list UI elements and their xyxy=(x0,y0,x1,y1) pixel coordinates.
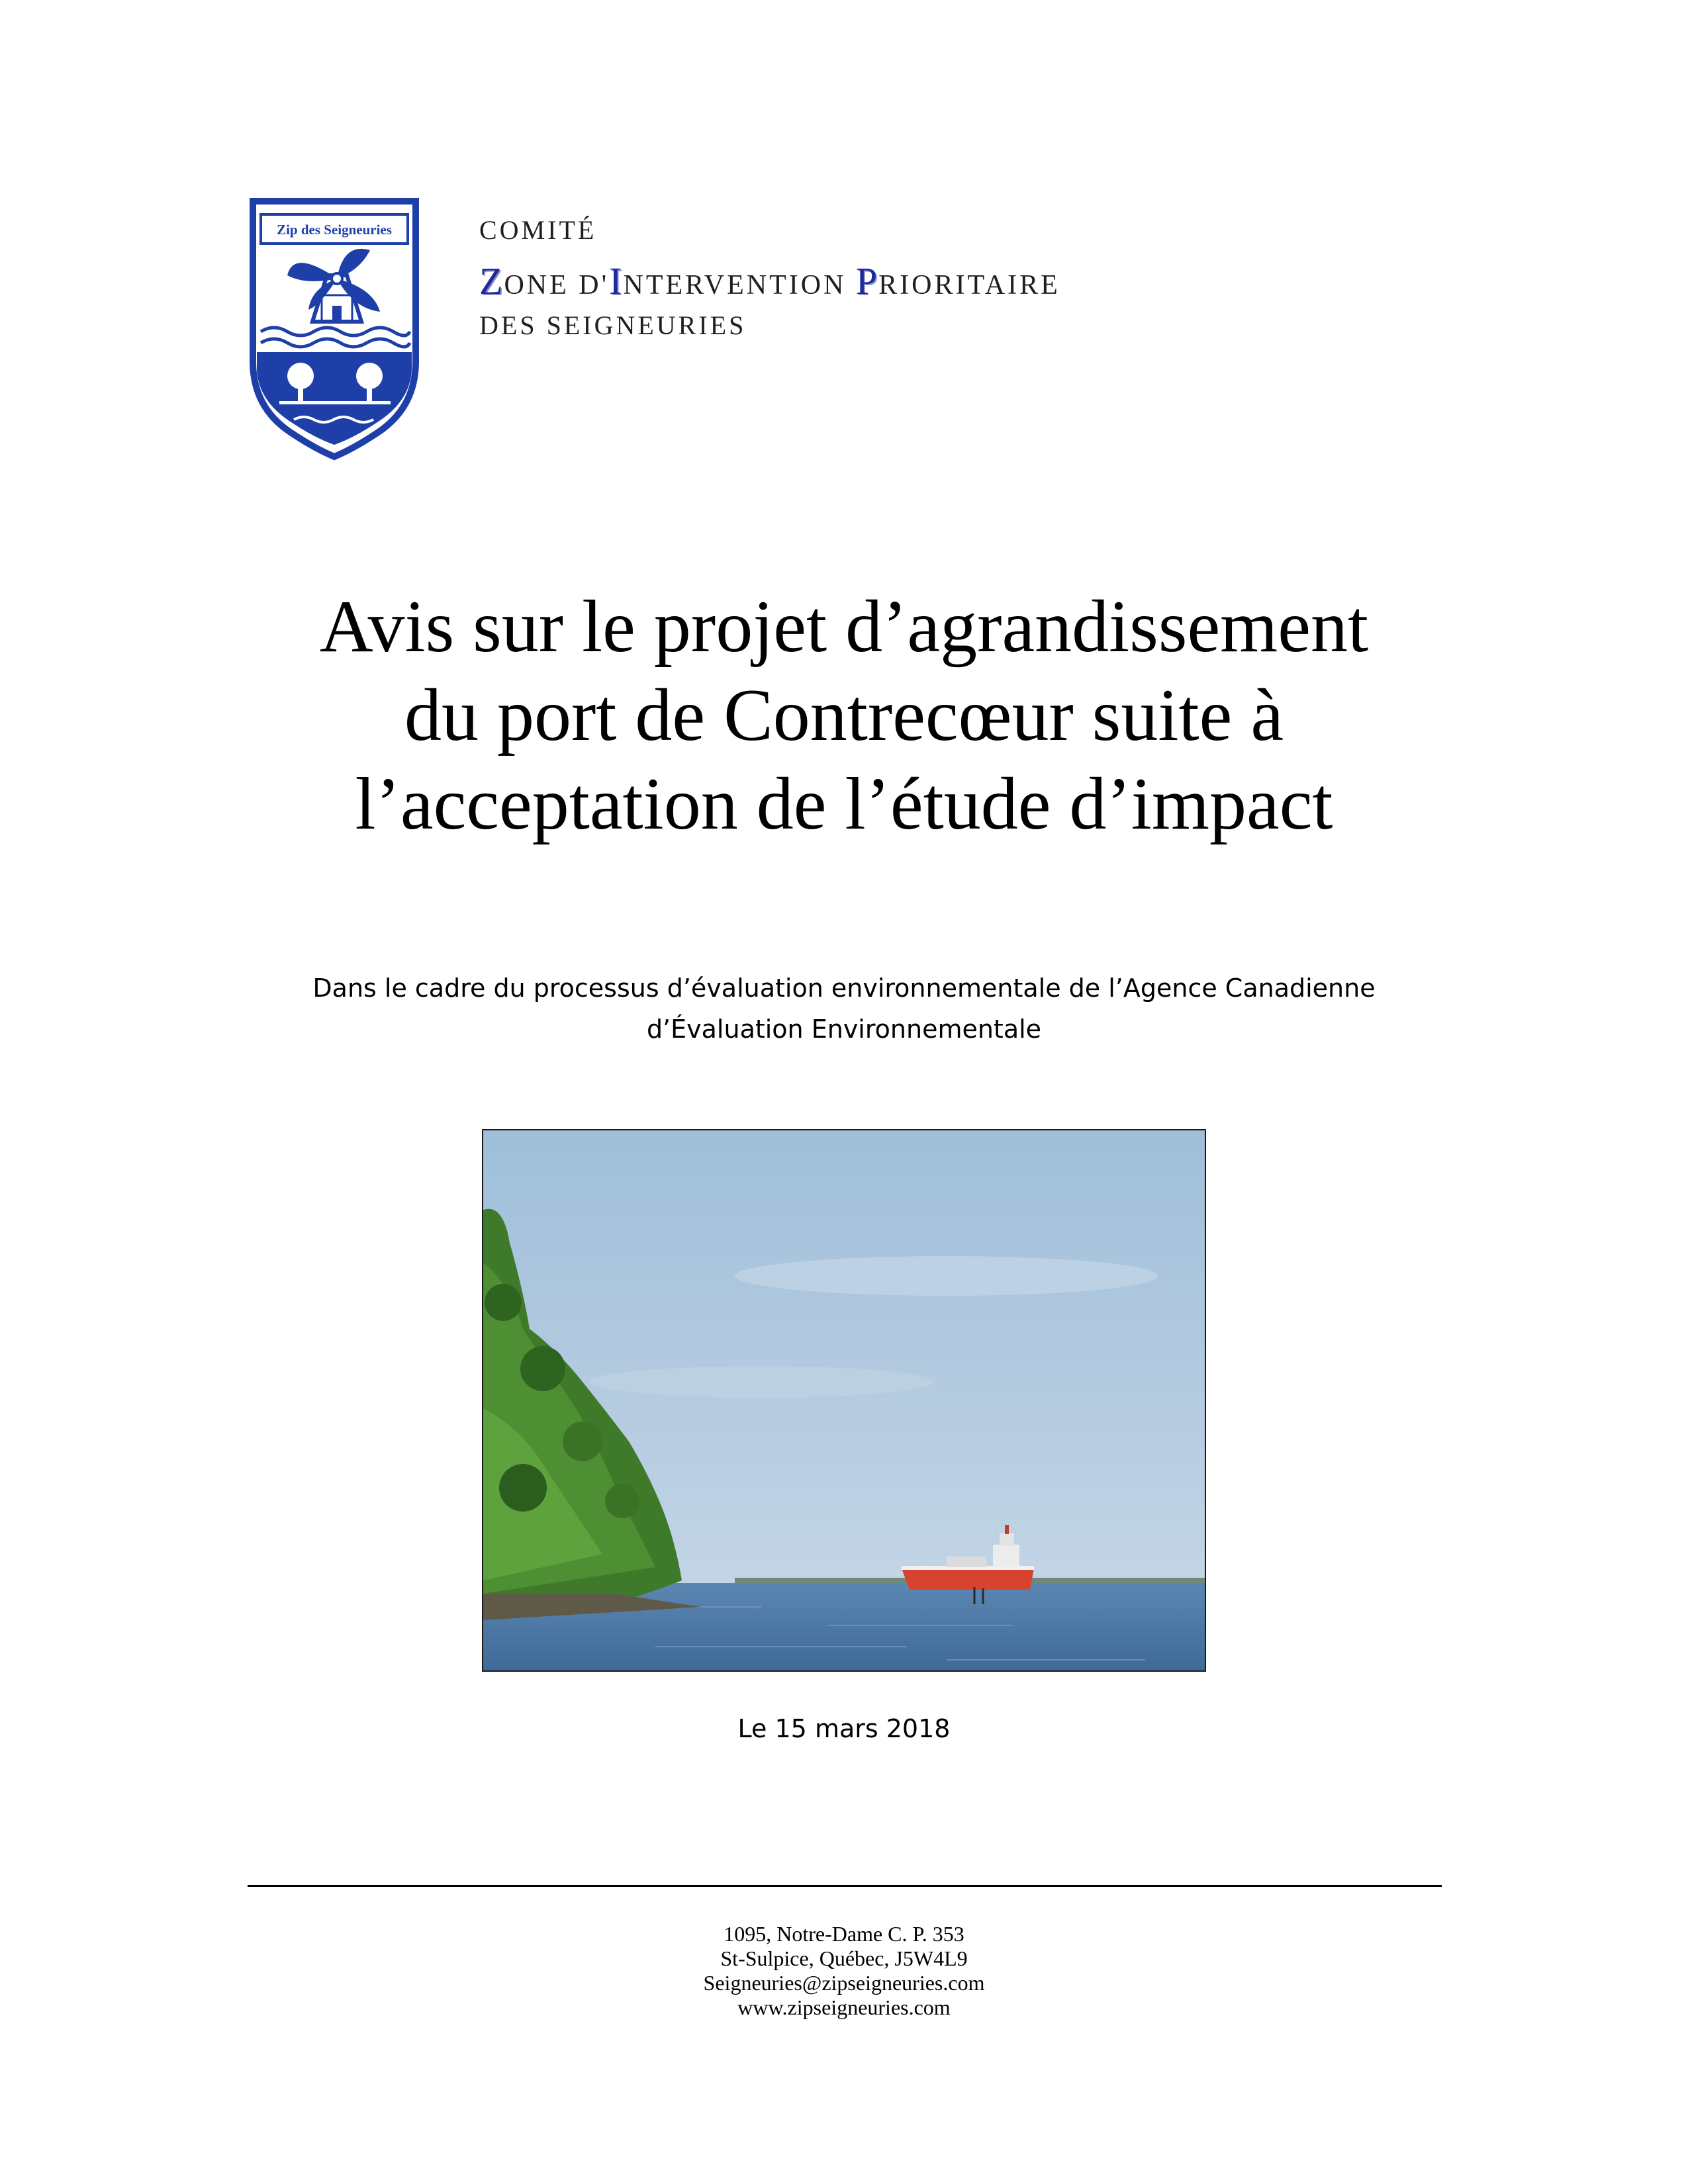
footer-email[interactable]: Seigneuries@zipseigneuries.com xyxy=(703,1971,985,1995)
subtitle-line-1: Dans le cadre du processus d’évaluation environnementale de l’Agence Canadienne xyxy=(312,974,1376,1003)
org-cap-p: P xyxy=(855,259,879,302)
title-line-3: l’acceptation de l’étude d’impact xyxy=(355,763,1333,845)
document-subtitle xyxy=(199,968,1489,1050)
title-line-1: Avis sur le projet d’agrandissement xyxy=(319,586,1369,668)
subtitle-line-2: d’Évaluation Environnementale xyxy=(646,1015,1042,1044)
footer-address: 1095, Notre-Dame C. P. 353 xyxy=(724,1922,964,1946)
footer-city: St-Sulpice, Québec, J5W4L9 xyxy=(720,1946,968,1970)
footer-contact xyxy=(199,1922,1489,2020)
organization-logo xyxy=(248,196,421,463)
org-name-line1: COMITÉ xyxy=(479,215,597,245)
footer-divider xyxy=(248,1885,1442,1887)
organization-name xyxy=(479,217,1060,339)
title-line-2: du port de Contrecœur suite à xyxy=(404,674,1284,756)
document-date: Le 15 mars 2018 xyxy=(737,1714,951,1743)
org-cap-z: Z xyxy=(479,259,504,302)
footer-website[interactable]: www.zipseigneuries.com xyxy=(737,1995,951,2019)
river-ship-photo-icon xyxy=(483,1130,1205,1670)
org-word-one: ONE D' xyxy=(504,270,610,300)
cover-photo xyxy=(482,1129,1206,1672)
org-name-line3: DES SEIGNEURIES xyxy=(479,310,747,340)
document-title xyxy=(199,582,1489,848)
org-cap-i: I xyxy=(609,259,624,302)
logo-banner-text: Zip des Seigneuries xyxy=(277,222,392,238)
org-name-line2 xyxy=(479,259,1060,302)
org-word-rioritaire: RIORITAIRE xyxy=(878,270,1060,300)
org-word-ntervention: NTERVENTION xyxy=(623,270,856,300)
